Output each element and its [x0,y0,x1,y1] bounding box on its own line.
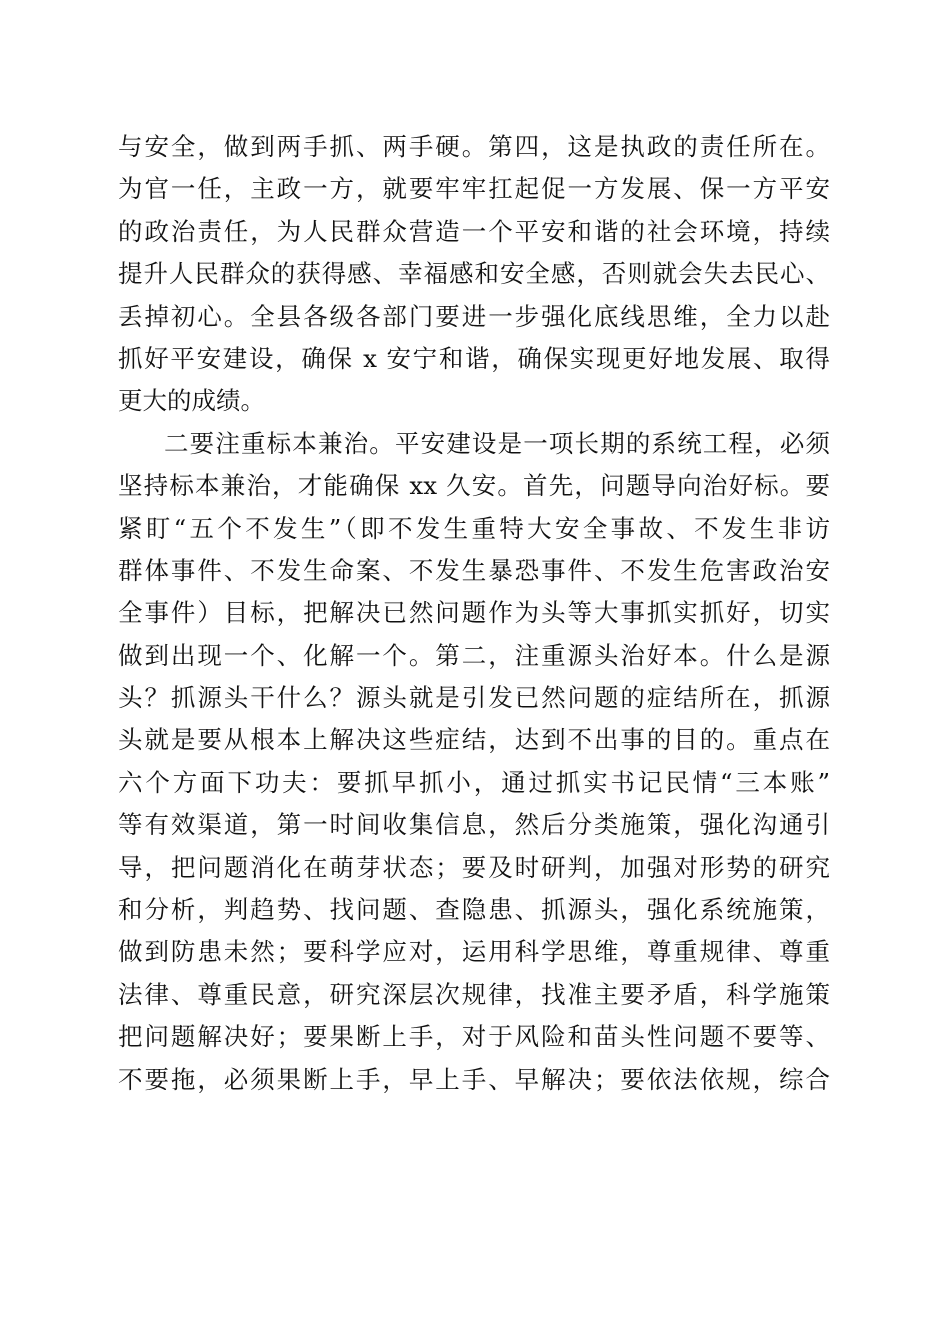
text-line: 提升人民群众的获得感、幸福感和安全感，否则就会失去民心、 [118,259,830,289]
text-line: 与安全，做到两手抓、两手硬。第四，这是执政的责任所在。 [118,132,830,161]
text-line: 的政治责任，为人民群众营造一个平安和谐的社会环境，持续 [118,216,830,246]
text-line: 紧盯“五个不发生”（即不发生重特大安全事故、不发生非访 [118,513,830,543]
text-line: 群体事件、不发生命案、不发生暴恐事件、不发生危害政治安 [118,555,830,585]
text-line: 头就是要从根本上解决这些症结，达到不出事的目的。重点在 [118,725,830,755]
text-line: 全事件）目标，把解决已然问题作为头等大事抓实抓好，切实 [118,598,830,628]
text-line: 不要拖，必须果断上手，早上手、早解决；要依法依规，综合 [118,1064,830,1094]
text-line: 头？抓源头干什么？源头就是引发已然问题的症结所在，抓源 [118,683,830,713]
text-line: 做到防患未然；要科学应对，运用科学思维，尊重规律、尊重 [118,937,830,967]
text-line: 做到出现一个、化解一个。第二，注重源头治好本。什么是源 [118,640,830,670]
text-line: 和分析，判趋势、找问题、查隐患、抓源头，强化系统施策， [118,895,830,925]
text-line: 抓好平安建设，确保 x 安宁和谐，确保实现更好地发展、取得 [118,343,830,373]
text-line: 六个方面下功夫：要抓早抓小，通过抓实书记民情“三本账” [118,767,830,797]
text-line: 坚持标本兼治，才能确保 xx 久安。首先，问题导向治好标。要 [118,471,830,501]
body-text [118,126,830,1101]
text-line: 更大的成绩。 [118,386,265,416]
text-line: 导，把问题消化在萌芽状态；要及时研判，加强对形势的研究 [118,852,830,882]
text-line: 为官一任，主政一方，就要牢牢扛起促一方发展、保一方平安 [118,174,830,204]
text-line: 把问题解决好；要果断上手，对于风险和苗头性问题不要等、 [118,1022,830,1052]
text-line: 丢掉初心。全县各级各部门要进一步强化底线思维，全力以赴 [118,301,830,331]
text-line: 法律、尊重民意，研究深层次规律，找准主要矛盾，科学施策 [118,979,830,1009]
text-line: 等有效渠道，第一时间收集信息，然后分类施策，强化沟通引 [118,810,830,840]
paragraph-start-line: 二要注重标本兼治。平安建设是一项长期的系统工程，必须 [164,428,830,458]
